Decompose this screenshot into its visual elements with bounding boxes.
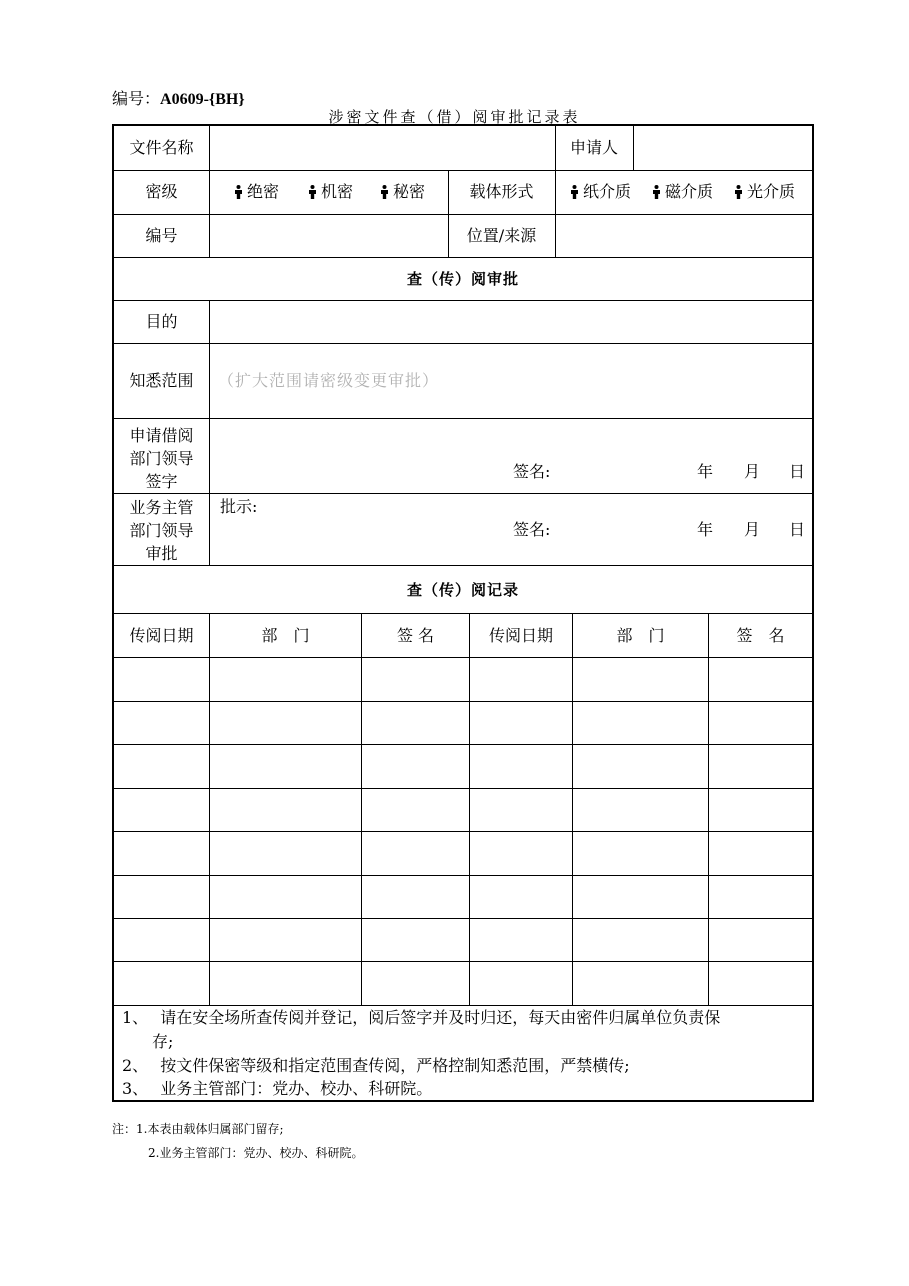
location-label: 位置/来源: [466, 226, 537, 245]
record-cell[interactable]: [114, 672, 209, 688]
instruction-label: 批示:: [220, 497, 258, 516]
supervisor-day: 日: [789, 520, 806, 539]
note-3: 3、 业务主管部门：党办、校办、科研院。: [122, 1079, 433, 1098]
record-cell[interactable]: [210, 716, 361, 732]
footnote-2: 2.业务主管部门：党办、校办、科研院。: [148, 1146, 364, 1160]
record-cell[interactable]: [210, 890, 361, 906]
doc-name-field[interactable]: [218, 140, 548, 156]
secret-level-option-top-secret[interactable]: 绝密: [234, 184, 279, 200]
record-cell[interactable]: [573, 803, 708, 819]
record-cell[interactable]: [709, 803, 812, 819]
row-divider: [114, 343, 812, 344]
row-divider: [114, 214, 812, 215]
supervisor-sign-label: 签名:: [513, 520, 551, 539]
record-cell[interactable]: [362, 846, 469, 862]
record-cell[interactable]: [573, 759, 708, 775]
record-section-title: 查（传）阅记录: [406, 581, 519, 599]
col-divider: [633, 126, 634, 170]
col-divider: [555, 170, 556, 257]
record-cell[interactable]: [362, 759, 469, 775]
record-cell[interactable]: [210, 976, 361, 992]
record-cell[interactable]: [470, 846, 572, 862]
note-1: 1、 请在安全场所查传阅并登记，阅后签字并及时归还，每天由密件归属单位负责保: [122, 1008, 721, 1027]
person-icon: [570, 184, 580, 200]
secret-level-option-confidential[interactable]: 机密: [308, 184, 353, 200]
record-cell[interactable]: [362, 933, 469, 949]
dept-leader-day: 日: [789, 462, 806, 481]
purpose-field[interactable]: [218, 314, 803, 330]
col-header-sign: 签 名: [736, 626, 785, 645]
record-cell[interactable]: [470, 759, 572, 775]
form-title: 涉密文件查（借）阅审批记录表: [328, 108, 581, 126]
record-cell[interactable]: [114, 716, 209, 732]
record-cell[interactable]: [114, 803, 209, 819]
record-cell[interactable]: [114, 976, 209, 992]
record-cell[interactable]: [210, 803, 361, 819]
scope-label: 知悉范围: [129, 371, 194, 390]
record-cell[interactable]: [362, 803, 469, 819]
record-cell[interactable]: [210, 846, 361, 862]
col-header-date: 传阅日期: [488, 626, 553, 645]
form-code-label: 编号：: [112, 89, 161, 108]
carrier-option-magnetic[interactable]: 磁介质: [652, 184, 713, 200]
record-cell[interactable]: [362, 890, 469, 906]
record-cell[interactable]: [470, 933, 572, 949]
record-cell[interactable]: [470, 672, 572, 688]
number-label: 编号: [145, 226, 178, 245]
record-cell[interactable]: [470, 890, 572, 906]
dept-leader-month: 月: [744, 462, 761, 481]
record-cell[interactable]: [709, 976, 812, 992]
doc-name-label: 文件名称: [129, 138, 194, 157]
applicant-field[interactable]: [642, 140, 807, 156]
approval-form-table: [112, 124, 814, 1102]
supervisor-month: 月: [744, 520, 761, 539]
col-header-dept: 部 门: [261, 626, 310, 645]
footnote-1: 注：1.本表由载体归属部门留存;: [112, 1122, 284, 1136]
carrier-option-paper[interactable]: 纸介质: [570, 184, 631, 200]
record-cell[interactable]: [709, 716, 812, 732]
record-cell[interactable]: [114, 846, 209, 862]
record-cell[interactable]: [709, 759, 812, 775]
record-cell[interactable]: [709, 846, 812, 862]
col-header-dept: 部 门: [616, 626, 665, 645]
carrier-option-optical[interactable]: 光介质: [734, 184, 795, 200]
row-divider: [114, 300, 812, 301]
note-2: 2、 按文件保密等级和指定范围查传阅，严格控制知悉范围，严禁横传;: [122, 1056, 630, 1075]
record-cell[interactable]: [573, 890, 708, 906]
col-header-sign: 签 名: [396, 626, 435, 645]
purpose-label: 目的: [145, 312, 178, 331]
record-cell[interactable]: [210, 933, 361, 949]
approval-section-title: 查（传）阅审批: [406, 270, 519, 288]
record-cell[interactable]: [210, 759, 361, 775]
record-cell[interactable]: [573, 716, 708, 732]
record-cell[interactable]: [470, 716, 572, 732]
record-cell[interactable]: [114, 933, 209, 949]
col-divider: [209, 300, 210, 565]
number-field[interactable]: [218, 228, 442, 244]
record-cell[interactable]: [709, 672, 812, 688]
record-cell[interactable]: [470, 803, 572, 819]
row-divider: [114, 418, 812, 419]
record-cell[interactable]: [573, 976, 708, 992]
record-cell[interactable]: [470, 976, 572, 992]
person-icon: [380, 184, 390, 200]
col-divider: [209, 126, 210, 257]
row-divider: [114, 257, 812, 258]
secret-level-option-secret[interactable]: 秘密: [380, 184, 425, 200]
record-cell[interactable]: [114, 759, 209, 775]
record-cell[interactable]: [573, 846, 708, 862]
dept-leader-year: 年: [697, 462, 714, 481]
supervisor-year: 年: [697, 520, 714, 539]
record-cell[interactable]: [709, 933, 812, 949]
record-cell[interactable]: [362, 976, 469, 992]
person-icon: [308, 184, 318, 200]
carrier-label: 载体形式: [469, 182, 534, 201]
col-header-date: 传阅日期: [129, 626, 194, 645]
note-1-continued: 存;: [152, 1032, 174, 1051]
secret-level-label: 密级: [145, 182, 178, 201]
person-icon: [234, 184, 244, 200]
row-divider: [114, 170, 812, 171]
row-divider: [114, 565, 812, 566]
applicant-label: 申请人: [569, 138, 618, 157]
form-code-value: A0609-{BH}: [160, 91, 245, 108]
person-icon: [734, 184, 744, 200]
dept-leader-label: 申请借阅 部门领导 签字: [129, 426, 194, 491]
row-divider: [114, 493, 812, 494]
scope-hint[interactable]: （扩大范围请密级变更审批）: [218, 371, 440, 390]
record-cell[interactable]: [114, 890, 209, 906]
person-icon: [652, 184, 662, 200]
record-cell[interactable]: [210, 672, 361, 688]
footnotes: [112, 1117, 363, 1165]
record-cell[interactable]: [573, 933, 708, 949]
record-cell[interactable]: [573, 672, 708, 688]
location-field[interactable]: [564, 228, 804, 244]
dept-leader-sign-label: 签名:: [513, 462, 551, 481]
record-cell[interactable]: [362, 672, 469, 688]
supervisor-label: 业务主管 部门领导 审批: [129, 498, 194, 563]
record-cell[interactable]: [709, 890, 812, 906]
record-cell[interactable]: [362, 716, 469, 732]
